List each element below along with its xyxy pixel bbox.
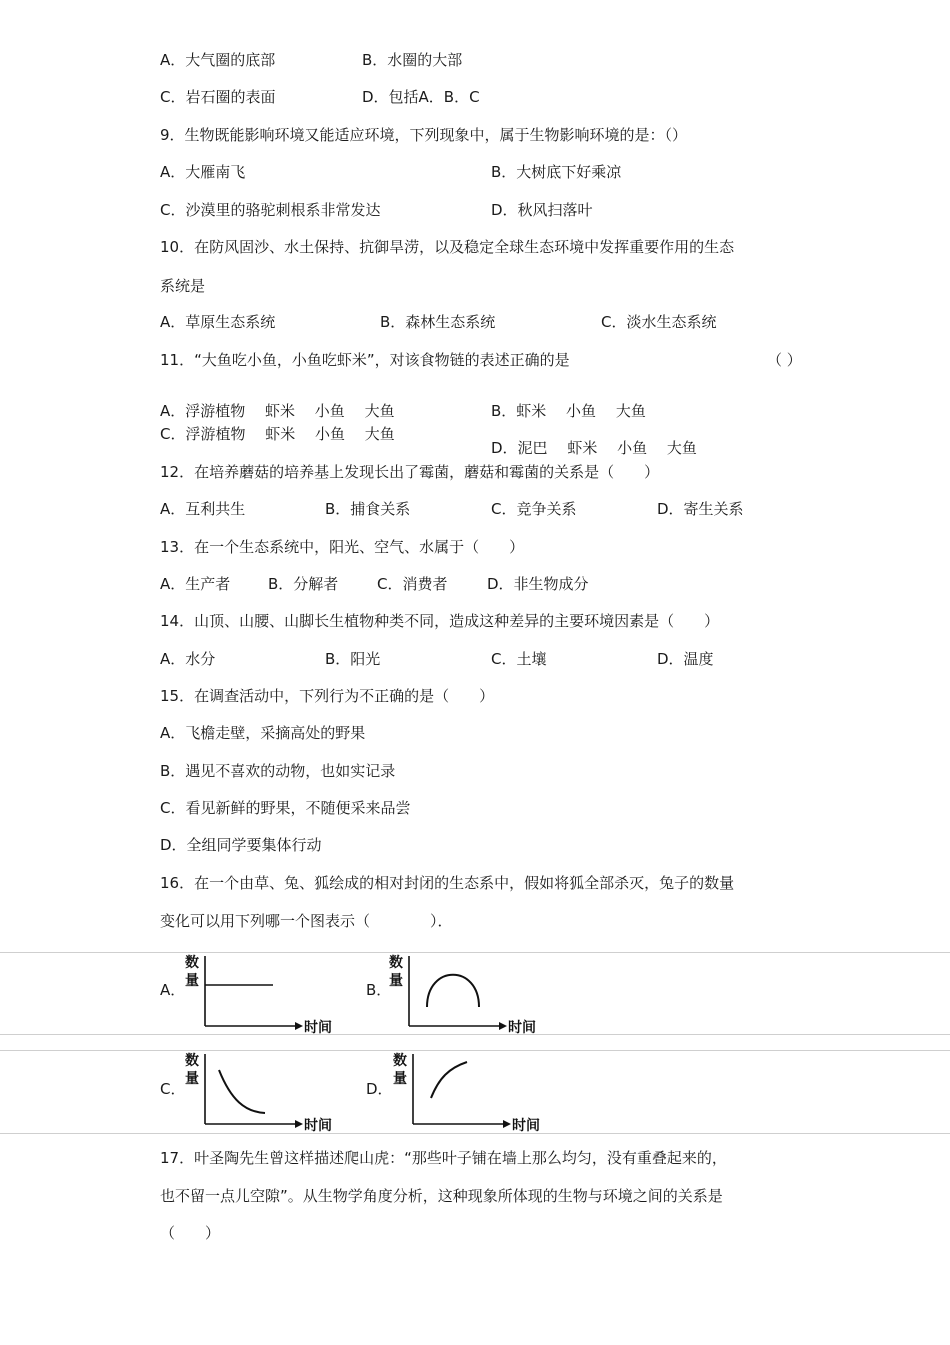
graph-d-xlabel: 时间 (512, 1118, 540, 1134)
graph-a-xlabel: 时间 (304, 1020, 332, 1036)
graph-b-ylabel-bottom: 量 (389, 973, 403, 989)
graph-a (183, 952, 343, 1038)
graph-c-label: C． (160, 1080, 186, 1098)
q9-option-c: C．沙漠里的骆驼刺根系非常发达 (160, 201, 381, 219)
q14-option-a: A．水分 (160, 650, 216, 668)
graph-a-ylabel-top: 数 (185, 955, 199, 971)
q8-option-b: B．水圈的大部 (362, 51, 463, 69)
q9-option-b: B．大树底下好乘凉 (491, 163, 622, 181)
q17-answer-paren: （ ） (160, 1224, 221, 1242)
q11-option-a: A．浮游植物 虾米 小鱼 大鱼 (160, 402, 395, 420)
graph-a-x-arrow (295, 1022, 303, 1030)
graph-d-x-arrow (503, 1120, 511, 1128)
q11-stem: 11．“大鱼吃小鱼，小鱼吃虾米”，对该食物链的表述正确的是 (160, 351, 570, 369)
q15-option-d: D．全组同学要集体行动 (160, 836, 322, 854)
q17-stem-line2: 也不留一点儿空隙”。从生物学角度分析，这种现象所体现的生物与环境之间的关系是 (160, 1187, 723, 1205)
q9-option-d: D．秋风扫落叶 (491, 201, 593, 219)
graph-c-curve (219, 1070, 265, 1113)
q9-option-a: A．大雁南飞 (160, 163, 246, 181)
graph-c-xlabel: 时间 (304, 1118, 332, 1134)
q11-answer-paren: （ ） (767, 351, 802, 369)
graph-a-ylabel-bottom: 量 (185, 973, 199, 989)
graph-b-ylabel-top: 数 (389, 955, 403, 971)
q10-option-c: C．淡水生态系统 (601, 313, 717, 331)
graph-b (387, 952, 547, 1038)
q13-option-b: B．分解者 (268, 575, 339, 593)
graph-a-label: A． (160, 981, 186, 999)
q10-option-b: B．森林生态系统 (380, 313, 496, 331)
graph-b-xlabel: 时间 (508, 1020, 536, 1036)
q11-option-c: C．浮游植物 虾米 小鱼 大鱼 (160, 425, 395, 443)
q8-option-d: D．包括A．B．C (362, 88, 480, 106)
q12-option-d: D．寄生关系 (657, 500, 744, 518)
q16-stem-line1: 16．在一个由草、兔、狐绘成的相对封闭的生态系中，假如将狐全部杀灭，兔子的数量 (160, 874, 735, 892)
q15-option-b: B．遇见不喜欢的动物，也如实记录 (160, 762, 396, 780)
q12-option-b: B．捕食关系 (325, 500, 411, 518)
q12-option-c: C．竞争关系 (491, 500, 577, 518)
q14-option-b: B．阳光 (325, 650, 381, 668)
graph-c-ylabel-bottom: 量 (185, 1071, 199, 1087)
q14-option-c: C．土壤 (491, 650, 547, 668)
graph-d-curve (431, 1062, 467, 1098)
q15-stem: 15．在调查活动中，下列行为不正确的是（ ） (160, 687, 495, 705)
q15-option-c: C．看见新鲜的野果，不随便采来品尝 (160, 799, 411, 817)
graph-b-label: B． (366, 981, 392, 999)
q13-option-d: D．非生物成分 (487, 575, 589, 593)
q8-option-a: A．大气圈的底部 (160, 51, 276, 69)
q12-stem: 12．在培养蘑菇的培养基上发现长出了霉菌，蘑菇和霉菌的关系是（ ） (160, 463, 660, 481)
q10-stem-line2: 系统是 (160, 277, 206, 295)
graph-d-ylabel-bottom: 量 (393, 1071, 407, 1087)
graph-c (183, 1050, 343, 1136)
q8-option-c: C．岩石圈的表面 (160, 88, 276, 106)
q12-option-a: A．互利共生 (160, 500, 246, 518)
q13-option-a: A．生产者 (160, 575, 231, 593)
graph-c-ylabel-top: 数 (185, 1053, 199, 1069)
q13-option-c: C．消费者 (377, 575, 448, 593)
graph-b-curve (427, 975, 479, 1007)
q14-stem: 14．山顶、山腰、山脚长生植物种类不同，造成这种差异的主要环境因素是（ ） (160, 612, 720, 630)
graph-c-x-arrow (295, 1120, 303, 1128)
q15-option-a: A．飞檐走壁，采摘高处的野果 (160, 724, 366, 742)
q13-stem: 13．在一个生态系统中，阳光、空气、水属于（ ） (160, 538, 525, 556)
graph-d-ylabel-top: 数 (393, 1053, 407, 1069)
q16-stem-line2: 变化可以用下列哪一个图表示（ ）． (160, 912, 453, 930)
q14-option-d: D．温度 (657, 650, 714, 668)
q11-option-d: D．泥巴 虾米 小鱼 大鱼 (491, 439, 697, 457)
q17-stem-line1: 17．叶圣陶先生曾这样描述爬山虎：“那些叶子铺在墙上那么均匀，没有重叠起来的， (160, 1149, 727, 1167)
q9-stem: 9．生物既能影响环境又能适应环境，下列现象中，属于生物影响环境的是：（） (160, 126, 688, 144)
q10-option-a: A．草原生态系统 (160, 313, 276, 331)
q11-option-b: B．虾米 小鱼 大鱼 (491, 402, 646, 420)
graph-d (391, 1050, 551, 1136)
graph-b-x-arrow (499, 1022, 507, 1030)
q10-stem-line1: 10．在防风固沙、水土保持、抗御旱涝，以及稳定全球生态环境中发挥重要作用的生态 (160, 238, 735, 256)
graph-d-label: D． (366, 1080, 393, 1098)
